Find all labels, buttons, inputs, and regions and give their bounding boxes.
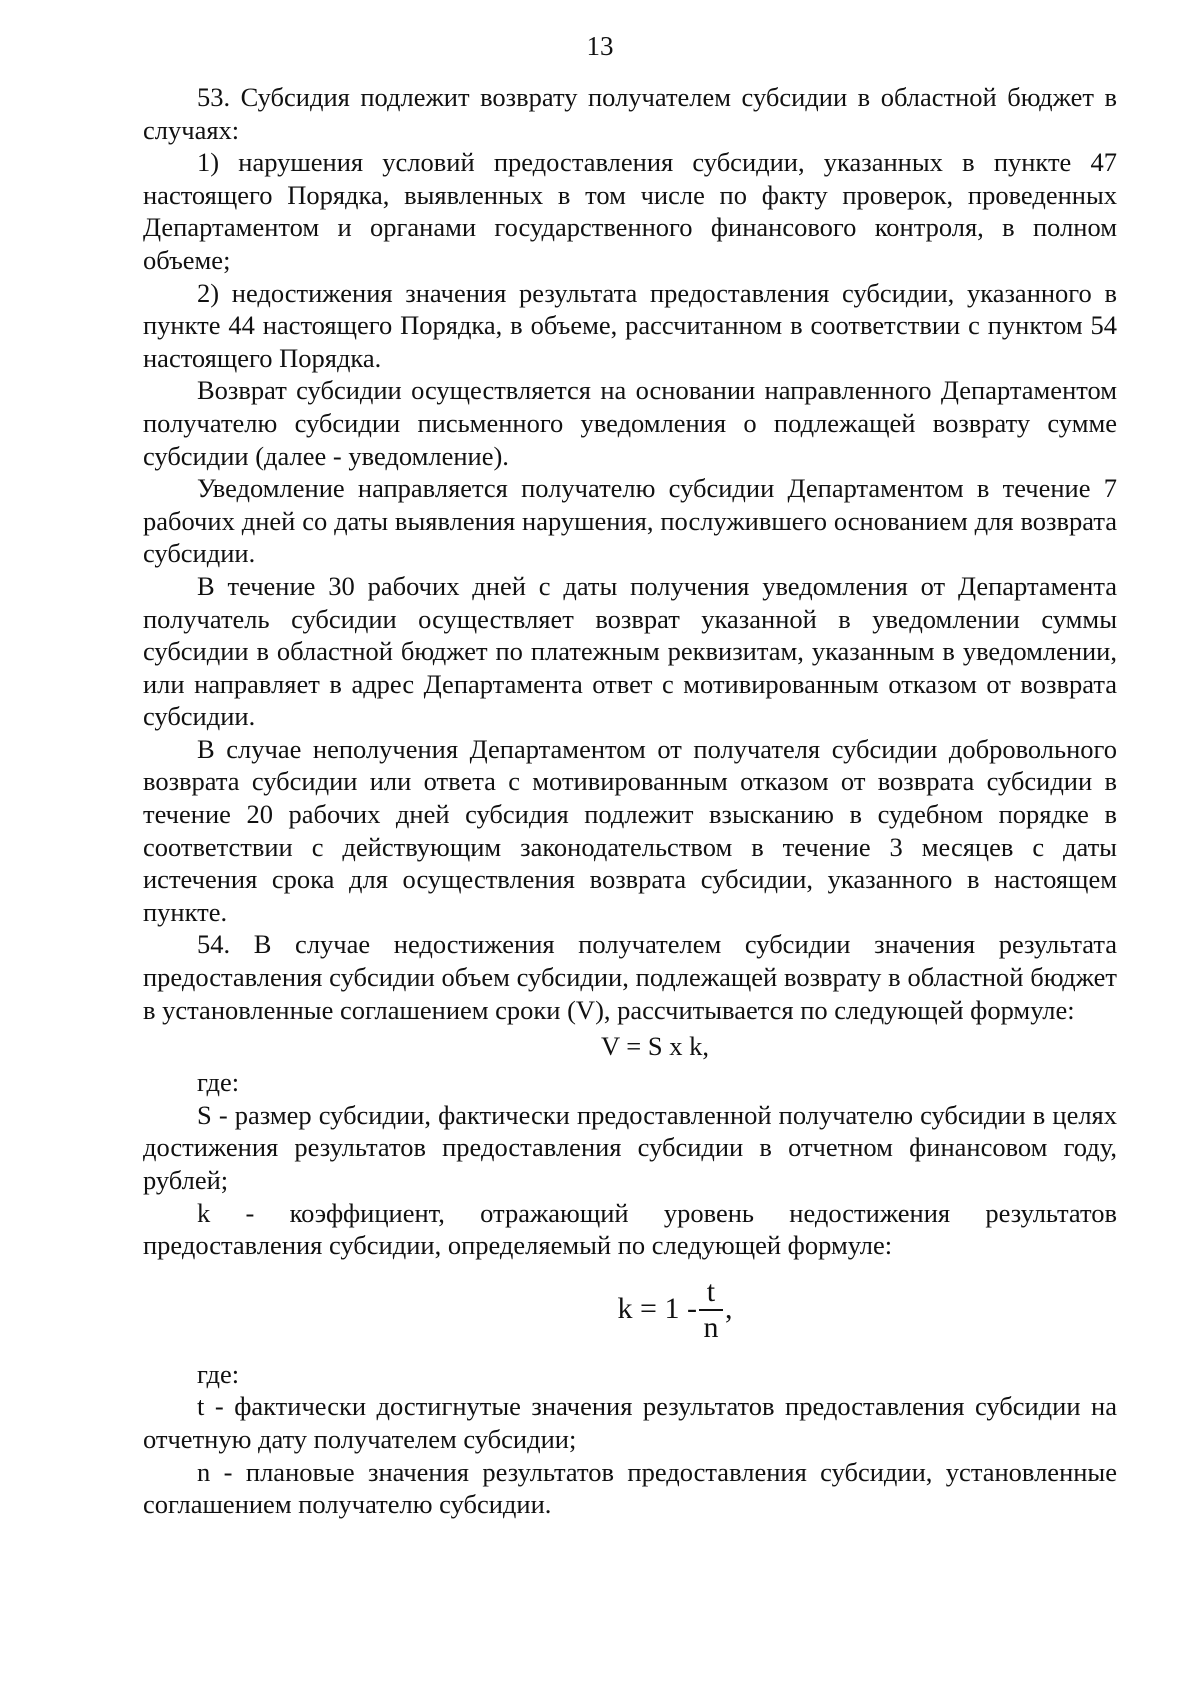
page-number: 13 (586, 31, 614, 61)
definition-t: t - фактически достигнутые значения результатов предоставления субсидии на отчетную дату получателем субсидии; (143, 1391, 1117, 1454)
definition-k: k - коэффициент, отражающий уровень недостижения результатов предоставления субсидии, определяемый по следующей формуле: (143, 1197, 1117, 1261)
formula-k-tail: , (724, 1292, 733, 1326)
definition-n: n - плановые значения результатов предоставления субсидии, установленные соглашением получателю субсидии. (143, 1456, 1117, 1520)
where-label-2: где: (197, 1358, 240, 1389)
paragraph-53-30-days: В течение 30 рабочих дней с даты получения уведомления от Департамента получатель субсидии осуществляет возврат указанной в уведомлении суммы субсидии в областной бюджет по платежным реквизитам, указанным в уведомлении, или направляет в адрес Департамента ответ с мотивированным отказом от возврата субсидии. (143, 570, 1117, 732)
document-body (143, 81, 1117, 1521)
paragraph-53-return: Возврат субсидии осуществляется на основании направленного Департаментом получателю субсидии письменного уведомления о подлежащей возврату сумме субсидии (далее - уведомление). (143, 375, 1117, 471)
paragraph-54-intro: 54. В случае недостижения получателем субсидии значения результата предоставления субсидии объем субсидии, подлежащей возврату в областной бюджет в установленные соглашением сроки (V), рассчитывается по следующей формуле: (143, 929, 1117, 1025)
paragraph-53-item-1: 1) нарушения условий предоставления субсидии, указанных в пункте 47 настоящего Порядка, выявленных в том числе по факту проверок, проведенных Департаментом и органами государственного финансового контроля, в полном объеме; (143, 147, 1117, 275)
formula-k-numerator: t (706, 1274, 716, 1308)
formula-v: V = S x k, (601, 1031, 709, 1062)
formula-k-denominator: n (703, 1310, 719, 1344)
paragraph-53-item-2: 2) недостижения значения результата предоставления субсидии, указанного в пункте 44 настоящего Порядка, в объеме, рассчитанном в соответствии с пунктом 54 настоящего Порядка. (143, 277, 1117, 373)
definition-s: S - размер субсидии, фактически предоставленной получателю субсидии в целях достижения результатов предоставления субсидии в отчетном финансовом году, рублей; (143, 1099, 1117, 1195)
formula-k (143, 1262, 1117, 1358)
formula-k-fraction (699, 1275, 723, 1345)
paragraph-53-intro: 53. Субсидия подлежит возврату получателем субсидии в областной бюджет в случаях: (143, 82, 1117, 145)
where-label-1: где: (197, 1067, 240, 1098)
paragraph-53-notice: Уведомление направляется получателю субсидии Департаментом в течение 7 рабочих дней со даты выявления нарушения, послужившего основанием для возврата субсидии. (143, 473, 1117, 569)
formula-k-left: k = 1 - (617, 1292, 697, 1326)
paragraph-53-court: В случае неполучения Департаментом от получателя субсидии добровольного возврата субсидии или ответа с мотивированным отказом от возврата субсидии в течение 20 рабочих дней субсидия подлежит взысканию в судебном порядке в соответствии с действующим законодательством в течение 3 месяцев с даты истечения срока для осуществления возврата субсидии, указанного в настоящем пункте. (143, 733, 1117, 927)
